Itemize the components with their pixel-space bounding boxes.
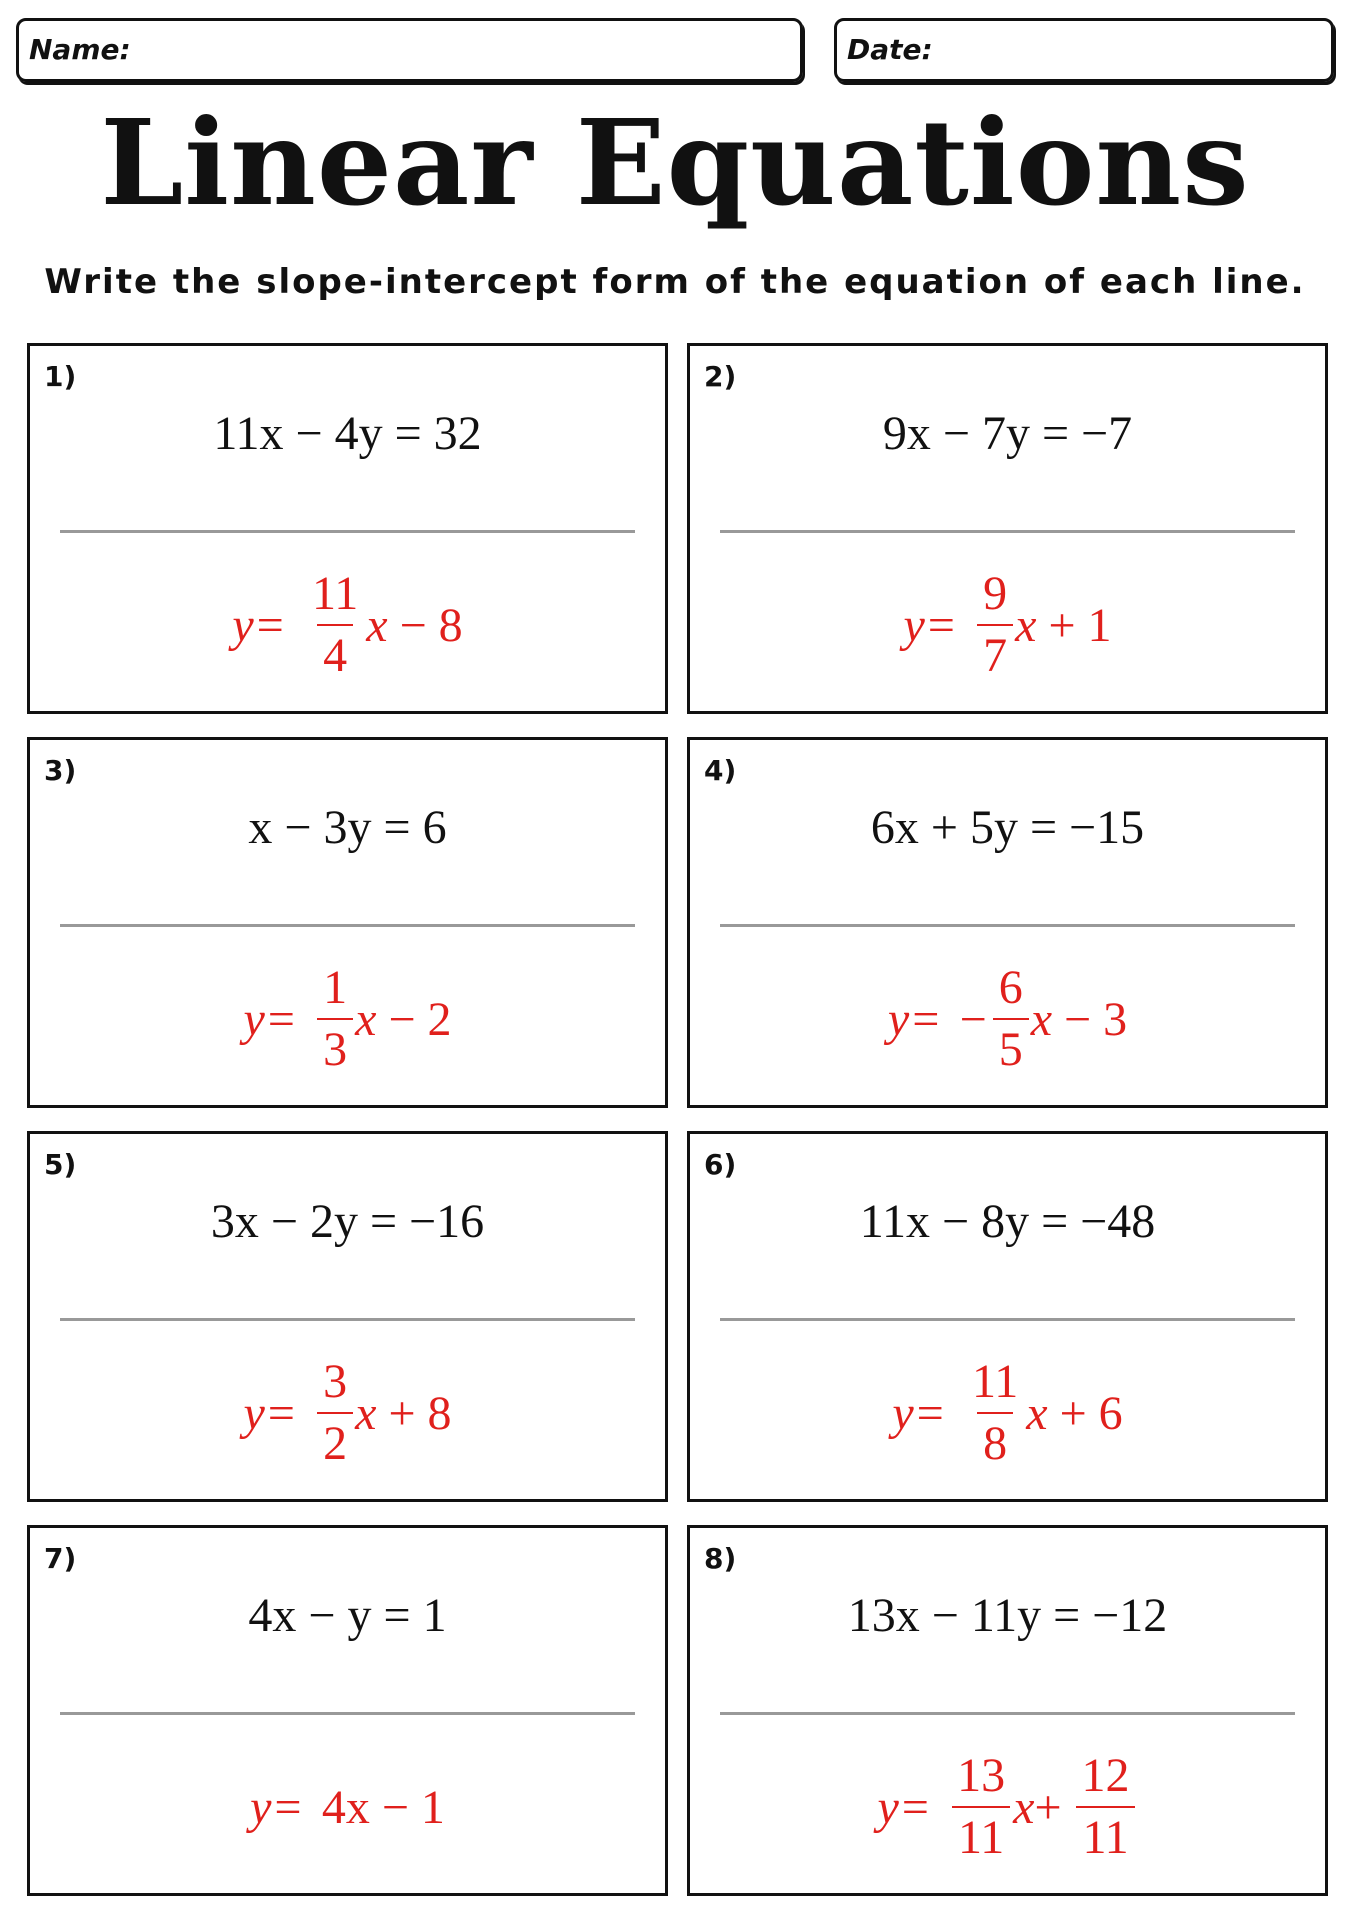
answer-line [60, 1712, 635, 1715]
problem-number: 5) [44, 1148, 77, 1181]
date-label: Date: [847, 33, 933, 66]
answer-fraction [977, 567, 1013, 682]
answer [690, 566, 1325, 684]
answer [30, 566, 665, 684]
problem-card [27, 737, 668, 1108]
problem-card [687, 1131, 1328, 1502]
answer-constant: − 2 [376, 992, 452, 1046]
problem-card [27, 1131, 668, 1502]
problem-equation: x − 3y = 6 [248, 801, 447, 854]
answer-sign: − [959, 992, 987, 1046]
fraction-numerator: 3 [323, 1355, 348, 1408]
answer-lhs: y= [892, 1386, 947, 1440]
problem-number: 7) [44, 1542, 77, 1575]
answer-constant: + [1034, 1780, 1074, 1834]
problem-equation: 3x − 2y = −16 [210, 1195, 485, 1248]
answer-line [720, 1712, 1295, 1715]
problem-number: 8) [704, 1542, 737, 1575]
answer-variable: x [1013, 1780, 1035, 1834]
answer-constant: − 8 [387, 598, 463, 652]
problem-number: 4) [704, 754, 737, 787]
problem-number: 2) [704, 360, 737, 393]
problem-equation: 11x − 4y = 32 [213, 407, 482, 460]
fraction-denominator: 11 [952, 1806, 1010, 1862]
fraction-denominator: 7 [977, 624, 1013, 680]
answer [690, 960, 1325, 1078]
problem-number: 3) [44, 754, 77, 787]
fraction-numerator: 13 [957, 1749, 1006, 1802]
answer-lhs: y= [243, 992, 298, 1046]
answer-line [720, 1318, 1295, 1321]
answer-constant: + 1 [1036, 598, 1112, 652]
problem-equation: 6x + 5y = −15 [870, 801, 1145, 854]
answer-line [60, 530, 635, 533]
answer-line [720, 924, 1295, 927]
answer-lhs: y= [903, 598, 958, 652]
fraction-numerator: 11 [312, 567, 359, 620]
answer-variable: x [366, 598, 388, 652]
problem-number: 1) [44, 360, 77, 393]
problem-number: 6) [704, 1148, 737, 1181]
answer-variable: x [355, 1386, 377, 1440]
problem-card [687, 343, 1328, 714]
fraction-numerator: 11 [972, 1355, 1019, 1408]
fraction-denominator: 3 [317, 1018, 353, 1074]
answer-fraction [317, 1355, 353, 1470]
fraction-numerator: 9 [983, 567, 1008, 620]
answer-variable: x [1030, 992, 1052, 1046]
fraction-denominator: 11 [1076, 1806, 1134, 1862]
answer-expression: 4x − 1 [321, 1780, 445, 1834]
problem-equation: 11x − 8y = −48 [859, 1195, 1156, 1248]
answer [690, 1354, 1325, 1472]
fraction-denominator: 2 [317, 1412, 353, 1468]
fraction-denominator: 4 [317, 624, 353, 680]
answer-constant: + 8 [376, 1386, 452, 1440]
problem-equation: 13x − 11y = −12 [847, 1589, 1168, 1642]
answer-lhs: y= [887, 992, 942, 1046]
answer [30, 960, 665, 1078]
name-field[interactable] [16, 18, 803, 82]
instructions: Write the slope-intercept form of the equation of each line. [44, 262, 1306, 302]
answer-fraction [966, 1355, 1024, 1470]
answer-lhs: y= [877, 1780, 932, 1834]
name-label: Name: [29, 33, 131, 66]
answer-variable: x [1015, 598, 1037, 652]
answer-constant: + 6 [1047, 1386, 1123, 1440]
problem-card [687, 1525, 1328, 1896]
fraction-denominator: 8 [977, 1412, 1013, 1468]
answer-variable: x [355, 992, 377, 1046]
answer-lhs: y= [250, 1780, 304, 1834]
answer-line [720, 530, 1295, 533]
fraction-denominator: 5 [993, 1018, 1029, 1074]
date-field[interactable] [834, 18, 1334, 82]
fraction-numerator: 1 [323, 961, 348, 1014]
answer-variable: x [1026, 1386, 1048, 1440]
answer [30, 1748, 665, 1866]
answer-fraction [306, 567, 364, 682]
answer [690, 1748, 1325, 1866]
answer-fraction [1076, 1749, 1136, 1864]
fraction-numerator: 12 [1081, 1749, 1130, 1802]
answer-lhs: y= [243, 1386, 298, 1440]
fraction-numerator: 6 [998, 961, 1023, 1014]
problem-card [687, 737, 1328, 1108]
problem-equation: 4x − y = 1 [248, 1589, 447, 1642]
problem-card [27, 343, 668, 714]
answer-constant: − 3 [1052, 992, 1128, 1046]
answer [30, 1354, 665, 1472]
problem-card [27, 1525, 668, 1896]
answer-fraction [951, 1749, 1011, 1864]
answer-line [60, 924, 635, 927]
answer-line [60, 1318, 635, 1321]
answer-fraction [317, 961, 353, 1076]
answer-fraction [993, 961, 1029, 1076]
problem-equation: 9x − 7y = −7 [882, 407, 1133, 460]
answer-lhs: y= [232, 598, 287, 652]
page-title: Linear Equations [100, 93, 1250, 232]
